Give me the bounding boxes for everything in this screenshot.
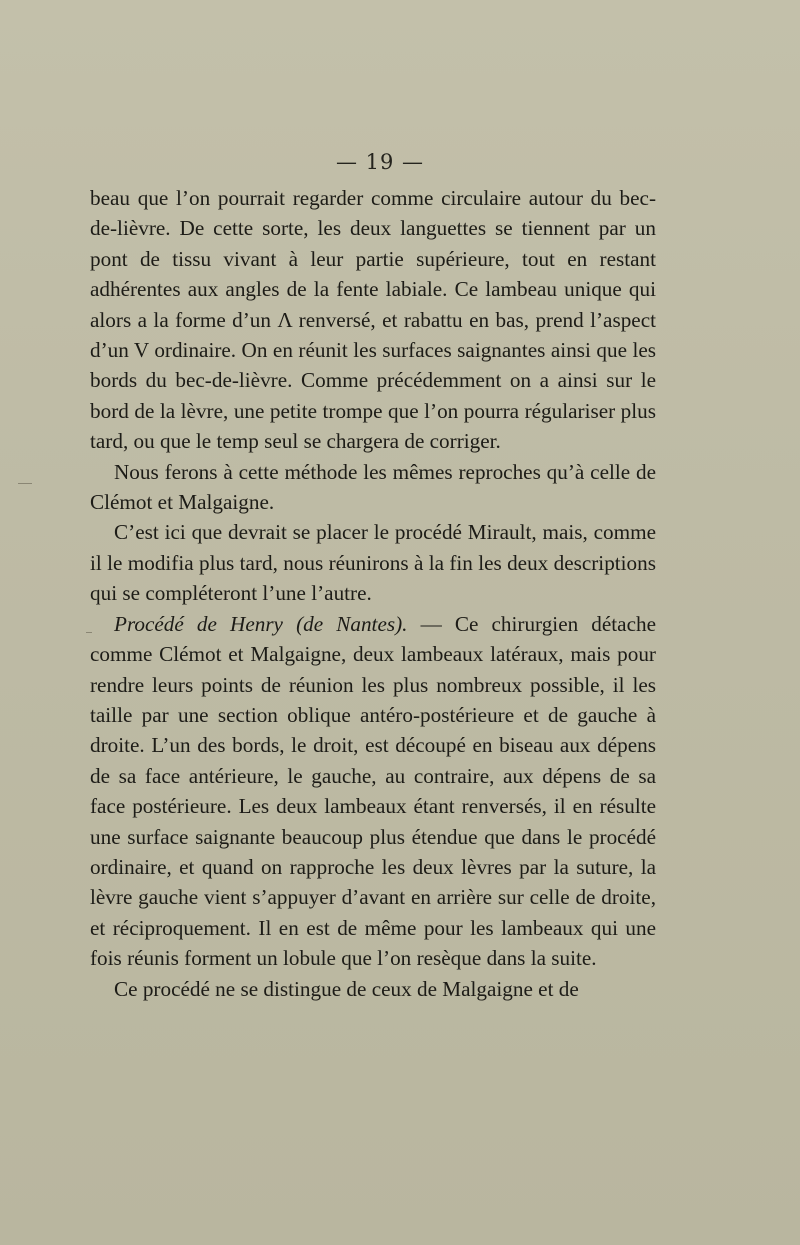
page-body	[90, 183, 656, 1004]
henry-text: — Ce chirurgien détache comme Clémot et Malgaigne, deux lambeaux latéraux, mais pour rendre leurs points de réunion les plus nombreux possible, il les taille par une section oblique antéro-postérieure et de gauche à droite. L’un des bords, le droit, est découpé en biseau aux dépens de sa face antérieure, le gauche, au contraire, aux dépens de sa face postérieure. Les deux lambeaux étant renversés, il en résulte une surface saignante beaucoup plus étendue que dans le procédé ordinaire, et quand on rapproche les deux lèvres par la suture, la lèvre gauche vient s’appuyer d’avant en arrière sur celle de droite, et réciproquement. Il en est de même pour les lambeaux qui une fois réunis forment un lobule que l’on resèque dans la suite.	[90, 611, 656, 971]
page-number: — 19 —	[335, 150, 425, 174]
paragraph-henry	[90, 609, 656, 974]
paragraph-last: Ce procédé ne se distingue de ceux de Malgaigne et de	[114, 976, 579, 1001]
henry-heading: Procédé de Henry (de Nantes).	[114, 611, 408, 636]
paragraph-continuation: beau que l’on pourrait regarder comme circulaire autour du bec-de-lièvre. De cette sorte, les deux languettes se tiennent par un pont de tissu vivant à leur partie supérieure, tout en restant adhérentes aux angles de la fente labiale. Ce lambeau unique qui alors a la forme d’un Λ renversé, et rabattu en bas, prend l’aspect d’un V ordinaire. On en réunit les surfaces saignantes ainsi que les bords du bec-de-lièvre. Comme précédemment on a ainsi sur le bord de la lèvre, une petite trompe que l’on pourra régulariser plus tard, ou que le temp seul se chargera de corriger.	[90, 186, 656, 454]
paragraph-mirault: C’est ici que devrait se placer le procédé Mirault, mais, comme il le modifia plus tard, nous réunirons à la fin les deux descriptions qui se compléteront l’une l’autre.	[90, 520, 656, 606]
paragraph-reproches: Nous ferons à cette méthode les mêmes reproches qu’à celle de Clémot et Malgaigne.	[90, 459, 656, 515]
margin-mark	[18, 483, 32, 484]
margin-mark-small	[86, 632, 92, 633]
